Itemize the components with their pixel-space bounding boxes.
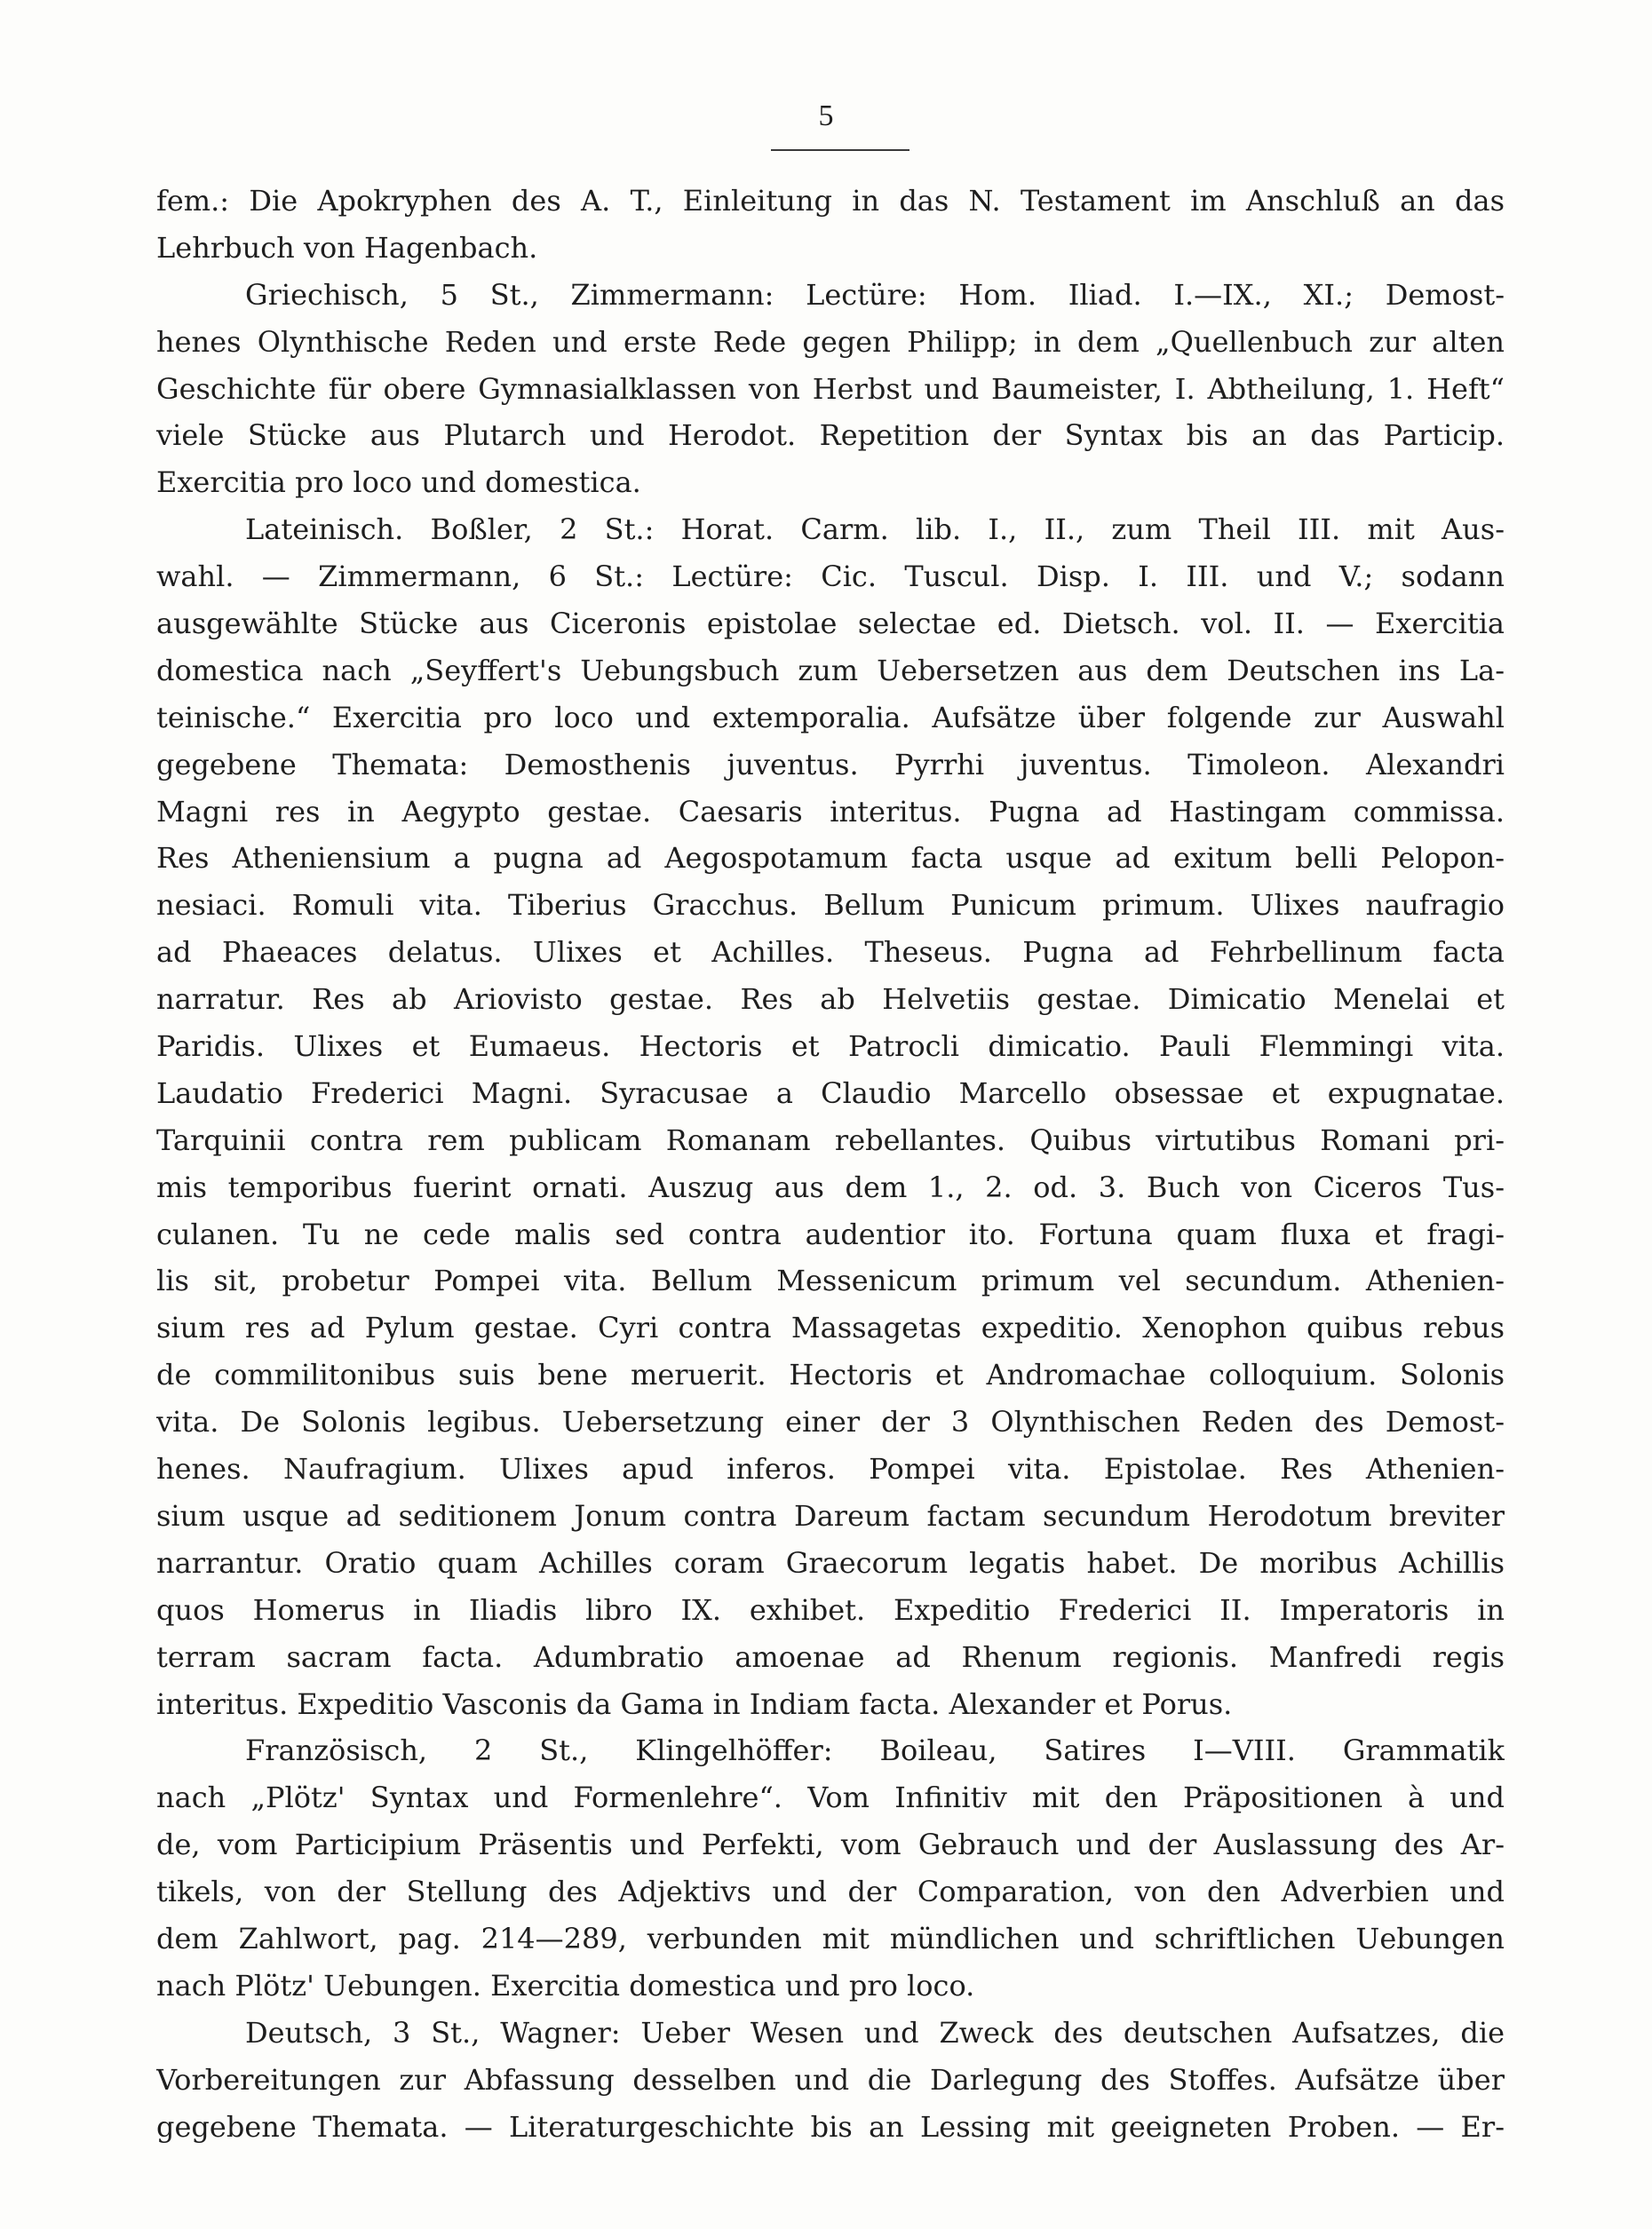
- text-line: mis temporibus fuerint ornati. Auszug aus dem 1., 2. od. 3. Buch von Ciceros Tus-: [156, 1170, 1505, 1204]
- text-line: narrantur. Oratio quam Achilles coram Graecorum legatis habet. De moribus Achillis: [156, 1545, 1505, 1580]
- text-line: nesiaci. Romuli vita. Tiberius Gracchus. Bellum Punicum primum. Ulixes naufragio: [156, 888, 1505, 923]
- text-line: wahl. — Zimmermann, 6 St.: Lectüre: Cic. Tuscul. Disp. I. III. und V.; sodann: [156, 559, 1505, 594]
- text-line: ad Phaeaces delatus. Ulixes et Achilles. Theseus. Pugna ad Fehrbellinum facta: [156, 935, 1505, 970]
- text-line: narratur. Res ab Ariovisto gestae. Res ab Helvetiis gestae. Dimicatio Menelai et: [156, 982, 1505, 1017]
- text-line: Tarquinii contra rem publicam Romanam rebellantes. Quibus virtutibus Romani pri-: [156, 1122, 1505, 1157]
- text-line: nach Plötz' Uebungen. Exercitia domestica und pro loco.: [156, 1968, 975, 2003]
- text-line: de, vom Participium Präsentis und Perfekti, vom Gebrauch und der Auslassung des Ar-: [156, 1828, 1505, 1862]
- text-line: fem.: Die Apokryphen des A. T., Einleitung in das N. Testament im Anschluß an das: [156, 184, 1505, 218]
- text-line: Laudatio Frederici Magni. Syracusae a Claudio Marcello obsessae et expugnatae.: [156, 1075, 1505, 1110]
- text-line: Französisch, 2 St., Klingelhöffer: Boileau, Satires I—VIII. Grammatik: [245, 1733, 1505, 1768]
- text-line: Exercitia pro loco und domestica.: [156, 465, 641, 500]
- text-line: ausgewählte Stücke aus Ciceronis epistolae selectae ed. Dietsch. vol. II. — Exercitia: [156, 607, 1505, 641]
- text-line: quos Homerus in Iliadis libro IX. exhibet. Expeditio Frederici II. Imperatoris in: [156, 1592, 1505, 1627]
- text-line: henes Olynthische Reden und erste Rede gegen Philipp; in dem „Quellenbuch zur alten: [156, 324, 1505, 359]
- text-line: Vorbereitungen zur Abfassung desselben und die Darlegung des Stoffes. Aufsätze über: [156, 2062, 1505, 2097]
- header-rule: [771, 149, 909, 151]
- text-line: Paridis. Ulixes et Eumaeus. Hectoris et Patrocli dimicatio. Pauli Flemmingi vita.: [156, 1029, 1505, 1064]
- text-line: sium usque ad seditionem Jonum contra Dareum factam secundum Herodotum breviter: [156, 1498, 1505, 1533]
- text-line: Magni res in Aegypto gestae. Caesaris interitus. Pugna ad Hastingam commissa.: [156, 794, 1505, 829]
- text-line: Lehrbuch von Hagenbach.: [156, 230, 538, 265]
- text-line: interitus. Expeditio Vasconis da Gama in Indiam facta. Alexander et Porus.: [156, 1686, 1233, 1721]
- text-line: nach „Plötz' Syntax und Formenlehre“. Vom Infinitiv mit den Präpositionen à und: [156, 1781, 1505, 1815]
- text-line: gegebene Themata: Demosthenis juventus. Pyrrhi juventus. Timoleon. Alexandri: [156, 747, 1505, 781]
- text-line: Lateinisch. Boßler, 2 St.: Horat. Carm. lib. I., II., zum Theil III. mit Aus-: [245, 512, 1505, 547]
- text-line: sium res ad Pylum gestae. Cyri contra Massagetas expeditio. Xenophon quibus rebus: [156, 1311, 1505, 1345]
- text-line: vita. De Solonis legibus. Uebersetzung einer der 3 Olynthischen Reden des Demost-: [156, 1405, 1505, 1440]
- text-line: teinische.“ Exercitia pro loco und extemporalia. Aufsätze über folgende zur Auswahl: [156, 700, 1505, 734]
- text-line: lis sit, probetur Pompei vita. Bellum Messenicum primum vel secundum. Athenien-: [156, 1264, 1505, 1298]
- text-line: domestica nach „Seyffert's Uebungsbuch zum Uebersetzen aus dem Deutschen ins La-: [156, 653, 1505, 687]
- text-line: culanen. Tu ne cede malis sed contra audentior ito. Fortuna quam fluxa et fragi-: [156, 1217, 1505, 1251]
- text-line: viele Stücke aus Plutarch und Herodot. Repetition der Syntax bis an das Particip.: [156, 418, 1505, 453]
- text-line: Geschichte für obere Gymnasialklassen von Herbst und Baumeister, I. Abtheilung, 1. Heft“: [156, 371, 1505, 406]
- text-line: Res Atheniensium a pugna ad Aegospotamum facta usque ad exitum belli Pelopon-: [156, 841, 1505, 876]
- body-text: [156, 178, 1505, 2150]
- text-line: Griechisch, 5 St., Zimmermann: Lectüre: Hom. Iliad. I.—IX., XI.; Demost-: [245, 277, 1505, 312]
- text-line: de commilitonibus suis bene meruerit. Hectoris et Andromachae colloquium. Solonis: [156, 1358, 1505, 1392]
- text-line: terram sacram facta. Adumbratio amoenae ad Rhenum regionis. Manfredi regis: [156, 1639, 1505, 1674]
- text-line: Deutsch, 3 St., Wagner: Ueber Wesen und Zweck des deutschen Aufsatzes, die: [245, 2015, 1505, 2050]
- text-line: tikels, von der Stellung des Adjektivs und der Comparation, von den Adverbien und: [156, 1875, 1505, 1909]
- page-number: 5: [818, 99, 834, 132]
- text-line: henes. Naufragium. Ulixes apud inferos. Pompei vita. Epistolae. Res Athenien-: [156, 1452, 1505, 1487]
- text-line: gegebene Themata. — Literaturgeschichte bis an Lessing mit geeigneten Proben. — Er-: [156, 2109, 1505, 2144]
- text-line: dem Zahlwort, pag. 214—289, verbunden mit mündlichen und schriftlichen Uebungen: [156, 1921, 1505, 1955]
